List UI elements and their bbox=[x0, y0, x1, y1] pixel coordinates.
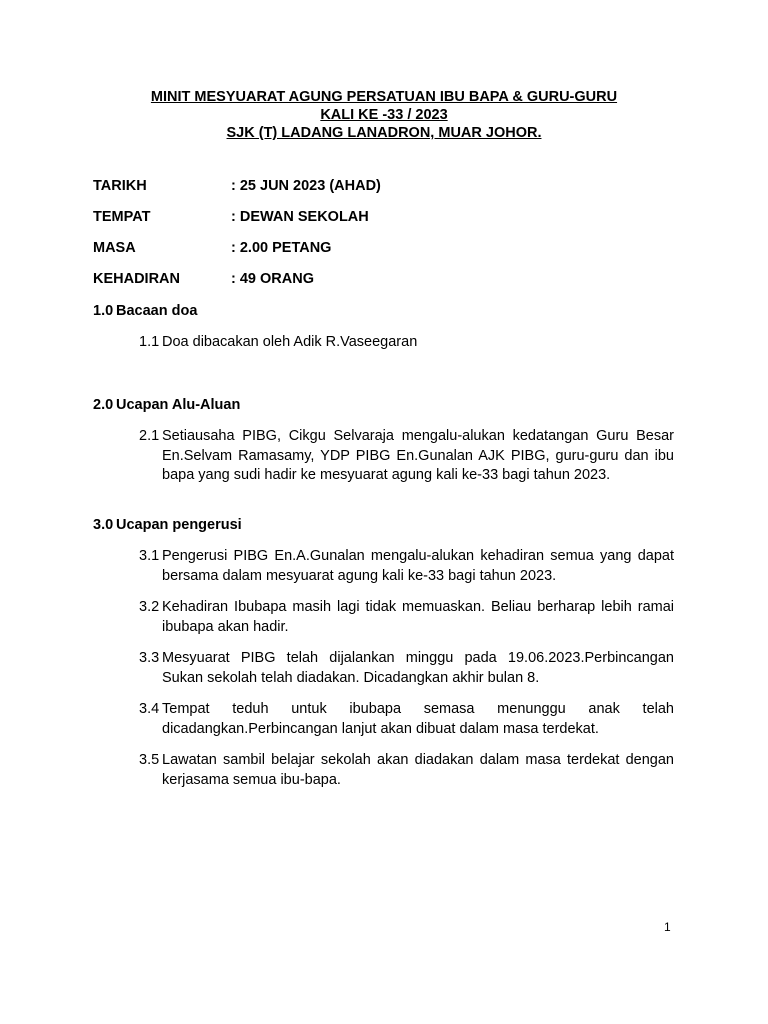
item-number: 3.2 bbox=[139, 599, 160, 615]
item-text: Setiausaha PIBG, Cikgu Selvaraja mengalu-alukan kedatangan Guru Besar En.Selvam Ramasamy, YDP PIBG En.Gunalan AJK PIBG, guru-guru dan ibu bapa yang sudi hadir ke mesyuarat agung kali ke-33 bagi tahun 2023. bbox=[162, 428, 674, 483]
masa-value: : 2.00 PETANG bbox=[231, 240, 332, 256]
section-number: 3.0 bbox=[93, 517, 114, 533]
item-text: Pengerusi PIBG En.A.Gunalan mengalu-alukan kehadiran semua yang dapat bersama dalam mesyuarat agung kali ke-33 bagi tahun 2023. bbox=[162, 548, 674, 584]
item-number: 3.5 bbox=[139, 752, 160, 768]
item-number: 3.1 bbox=[139, 548, 160, 564]
item-number: 1.1 bbox=[139, 334, 160, 350]
kehadiran-label: KEHADIRAN bbox=[93, 271, 180, 287]
section-title: Ucapan Alu-Aluan bbox=[116, 397, 241, 413]
item-text: Tempat teduh untuk ibubapa semasa menunggu anak telah dicadangkan.Perbincangan lanjut akan dibuat dalam masa terdekat. bbox=[162, 701, 674, 737]
section-number: 1.0 bbox=[93, 303, 114, 319]
tempat-value: : DEWAN SEKOLAH bbox=[231, 209, 369, 225]
item-text: Kehadiran Ibubapa masih lagi tidak memuaskan. Beliau berharap lebih ramai ibubapa akan hadir. bbox=[162, 599, 674, 635]
item-number: 3.3 bbox=[139, 650, 160, 666]
document-title: MINIT MESYUARAT AGUNG PERSATUAN IBU BAPA & GURU-GURU bbox=[150, 89, 618, 105]
meeting-number: KALI KE -33 / 2023 bbox=[320, 107, 448, 123]
item-number: 2.1 bbox=[139, 428, 160, 444]
tarikh-label: TARIKH bbox=[93, 178, 147, 194]
kehadiran-value: : 49 ORANG bbox=[231, 271, 314, 287]
tempat-label: TEMPAT bbox=[93, 209, 151, 225]
page-number: 1 bbox=[664, 920, 671, 934]
item-number: 3.4 bbox=[139, 701, 160, 717]
tarikh-value: : 25 JUN 2023 (AHAD) bbox=[231, 178, 381, 194]
section-title: Bacaan doa bbox=[116, 303, 198, 319]
item-text: Doa dibacakan oleh Adik R.Vaseegaran bbox=[162, 334, 418, 350]
item-text: Lawatan sambil belajar sekolah akan diadakan dalam masa terdekat dengan kerjasama semua ibu-bapa. bbox=[162, 752, 674, 788]
section-title: Ucapan pengerusi bbox=[116, 517, 242, 533]
school-name: SJK (T) LADANG LANADRON, MUAR JOHOR. bbox=[226, 125, 542, 141]
masa-label: MASA bbox=[93, 240, 136, 256]
section-number: 2.0 bbox=[93, 397, 114, 413]
item-text: Mesyuarat PIBG telah dijalankan minggu pada 19.06.2023.Perbincangan Sukan sekolah telah diadakan. Dicadangkan akhir bulan 8. bbox=[162, 650, 674, 686]
